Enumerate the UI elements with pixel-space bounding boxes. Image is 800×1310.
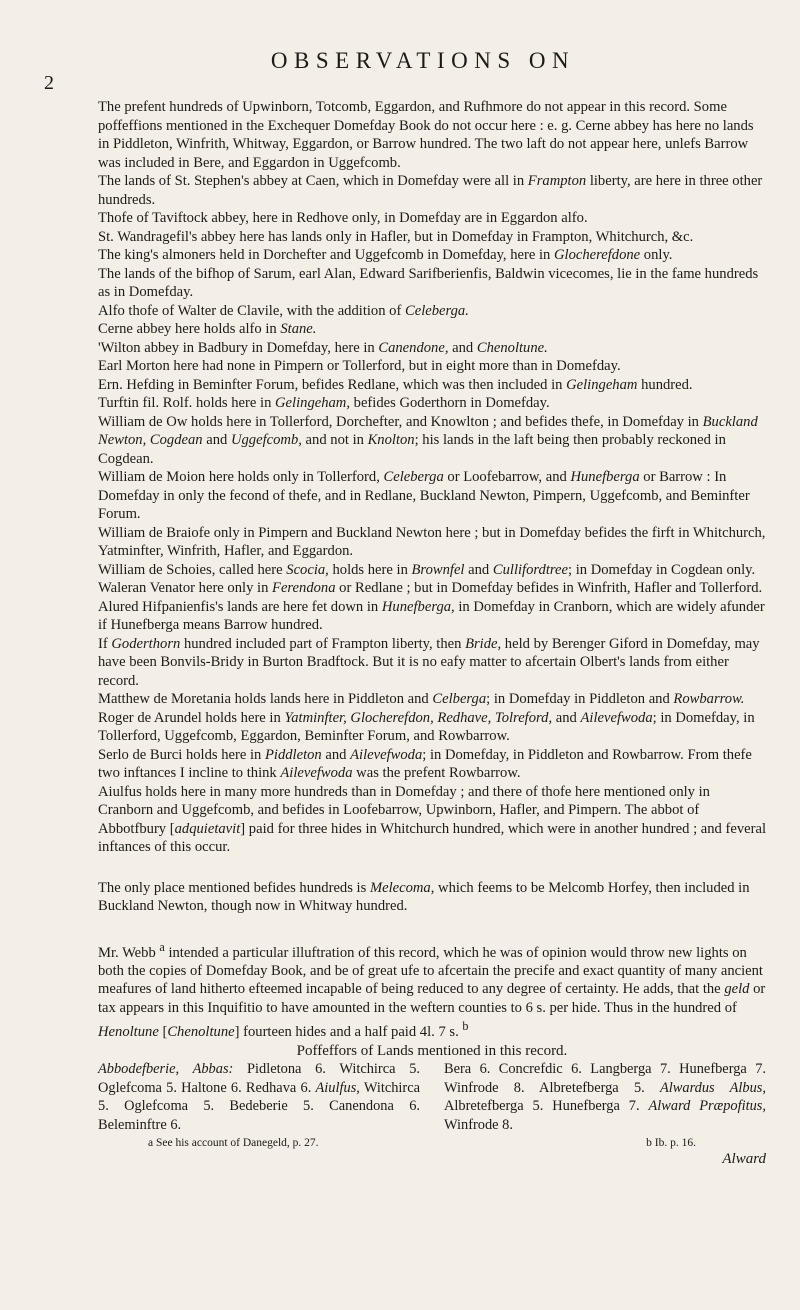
paragraph-melecoma: The only place mentioned befides hundreds is Melecoma, which feems to be Melcomb Horfey, then included in Buckland Newton, though now in Whitway hundred. (98, 879, 750, 914)
page-header (0, 48, 800, 94)
paragraph-braiose: William de Braiofe only in Pimpern and Buckland Newton here ; but in Domefday befides the firft in Whitchurch, Yatminfter, Winfrith, Hafler, and Eggardon. (98, 524, 766, 559)
paragraph-serlo: Serlo de Burci holds here in Piddleton and Ailevefwoda; in Domefday, in Piddleton and Rowbarrow. From thefe two inftances I incline to think Ailevefwoda was the prefent Rowbarrow. (98, 746, 752, 781)
page-number: 2 (44, 72, 54, 94)
running-head: OBSERVATIONS ON (270, 48, 576, 73)
footnotes (98, 1136, 766, 1150)
catchword: Alward (722, 1151, 766, 1168)
spacer (98, 857, 766, 879)
paragraph-waleran: Waleran Venator here only in Ferendona or Redlane ; but in Domefday befides in Winfrith, Hafler and Tollerford. (98, 580, 763, 596)
possessors-left-column: Abbodefberie, Abbas: Pidletona 6. Witchirca 5. Oglefcoma 5. Haltone 6. Redhava 6. Aiulfus, Witchirca 5. Oglefcoma 5. Bedeberie 5. Canendona 6. Beleminftre 6. (98, 1061, 420, 1133)
footnote-a: a See his account of Danegeld, p. 27. (148, 1137, 319, 1150)
paragraph-matthew: Matthew de Moretania holds lands here in Piddleton and Celberga; in Domefday in Piddleton and Rowbarrow. (98, 691, 745, 707)
footnote-ref-b: b (462, 1019, 469, 1034)
paragraph-st-stephen: The lands of St. Stephen's abbey at Caen, which in Domefday were all in Frampton liberty, are here in three other hundreds. (98, 173, 763, 208)
paragraph-aiulfus: Aiulfus holds here in many more hundreds than in Domefday ; and there of thofe here mentioned only in Cranborn and Uggefcomb, and befides in Loofebarrow, Upwinborn, Hafler, and Pimpern. The abbot of Abbotfbury [adquietavit] paid for three hides in Whitchurch hundred, which were in another hundred ; and feveral inftances of this occur. (98, 783, 767, 855)
paragraph-goderthorn: If Goderthorn hundred included part of Frampton liberty, then Bride, held by Berenger Giford in Domefday, may have been Bonvils-Bridy in Burton Bradftock. But it is no eafy matter to afcertain Olbert's lands from either record. (98, 635, 760, 689)
spacer (98, 916, 766, 938)
footnote-b: b Ib. p. 16. (646, 1137, 696, 1150)
paragraph-present-hundreds: The prefent hundreds of Upwinborn, Totcomb, Eggardon, and Rufhmore do not appear in this record. Some poffeffions mentioned in the Exchequer Domefday Book do not occur here : e. g. Cerne abbey has here no lands in Piddleton, Winfrith, Whitway, Eggardon, or Barrow hundred. The two laft do not appear here, unlefs Barrow was included in Bere, and Eggardon in Uggefcomb. (98, 99, 754, 171)
paragraph-moion: William de Moion here holds only in Tollerford, Celeberga or Loofebarrow, and Hunefberga or Barrow : In Domefday in only the fecond of thefe, and in Redlane, Buckland Newton, Pimpern, Uggefcomb, and Beminfter Forum. (98, 469, 750, 522)
paragraph-roger: Roger de Arundel holds here in Yatminfter, Glocherefdon, Redhave, Tolreford, and Ailevefwoda; in Domefday, in Tollerford, Uggefcomb, Eggardon, Beminfter Forum, and Rowbarrow. (98, 709, 755, 744)
possessors-columns (98, 1060, 766, 1134)
paragraph-cerne: Cerne abbey here holds alfo in Stane. (98, 321, 317, 337)
paragraph-webb: Mr. Webb $^a$ intended a particular illuftration of this record, which he was of opinion would throw new lights on both the copies of Domefday Book, and be of great ufe to afcertain the precife and exact quantity of many ancient meafures of land hitherto efteemed incapable of being reduced to any degree of certainty. He adds, that the geld or tax appears in this Inquifitio to have amounted in the weftern counties to 6 s. per hide. Thus in the hundred of Henoltune [Chenoltune] fourteen hides and a half paid 4l. 7 s. $^b$ (98, 939, 766, 1041)
paragraph-schoies: William de Schoies, called here Scocia, holds here in Brownfel and Cullifordtree; in Domefday in Cogdean only. (98, 561, 756, 578)
possessors-right-column: Bera 6. Concrefdic 6. Langberga 7. Hunefberga 7. Winfrode 8. Albretefberga 5. Alwardus Albus, Albretefberga 5. Hunefberga 7. Alward Præpofitus, Winfrode 8. (444, 1061, 766, 1133)
paragraph-wilton: 'Wilton abbey in Badbury in Domefday, here in Canendone, and Chenoltune. (98, 339, 548, 356)
paragraph-hesding: Ern. Hefding in Beminfter Forum, befides Redlane, which was then included in Gelingeham hundred. (98, 376, 693, 393)
paragraph-sarum: The lands of the bifhop of Sarum, earl Alan, Edward Sarifberienfis, Baldwin vicecomes, lie in the fame hundreds as in Domefday. (98, 265, 759, 300)
paragraph-alured: Alured Hifpanienfis's lands are here fet down in Hunefberga, in Domefday in Cranborn, which are widely afunder if Hunefberga means Barrow hundred. (98, 598, 765, 633)
paragraph-clavile: Alfo thofe of Walter de Clavile, with the addition of Celeberga. (98, 302, 469, 319)
paragraph-kings-almoners: The king's almoners held in Dorchefter and Uggefcomb in Domefday, here in Glocherefdone only. (98, 247, 673, 263)
body-text (98, 98, 766, 1169)
paragraph-turstin: Turftin fil. Rolf. holds here in Gelingeham, befides Goderthorn in Domefday. (98, 395, 550, 411)
footnote-ref-a: a (159, 939, 165, 954)
paragraph-tavistock: Thofe of Taviftock abbey, here in Redhove only, in Domefday are in Eggardon alfo. (98, 210, 588, 226)
paragraph-ow: William de Ow holds here in Tollerford, Dorchefter, and Knowlton ; and befides thefe, in Domefday in Buckland Newton, Cogdean and Uggefcomb, and not in Knolton; his lands in the laft being then probably reckoned in Cogdean. (98, 413, 758, 467)
paragraph-morton: Earl Morton here had none in Pimpern or Tollerford, but in eight more than in Domefday. (98, 358, 621, 374)
section-caption: Poffeffors of Lands mentioned in this record. (296, 1042, 568, 1059)
paragraph-wandragesil: St. Wandragefil's abbey here has lands only in Hafler, but in Domefday in Frampton, Whitchurch, &c. (98, 228, 694, 245)
